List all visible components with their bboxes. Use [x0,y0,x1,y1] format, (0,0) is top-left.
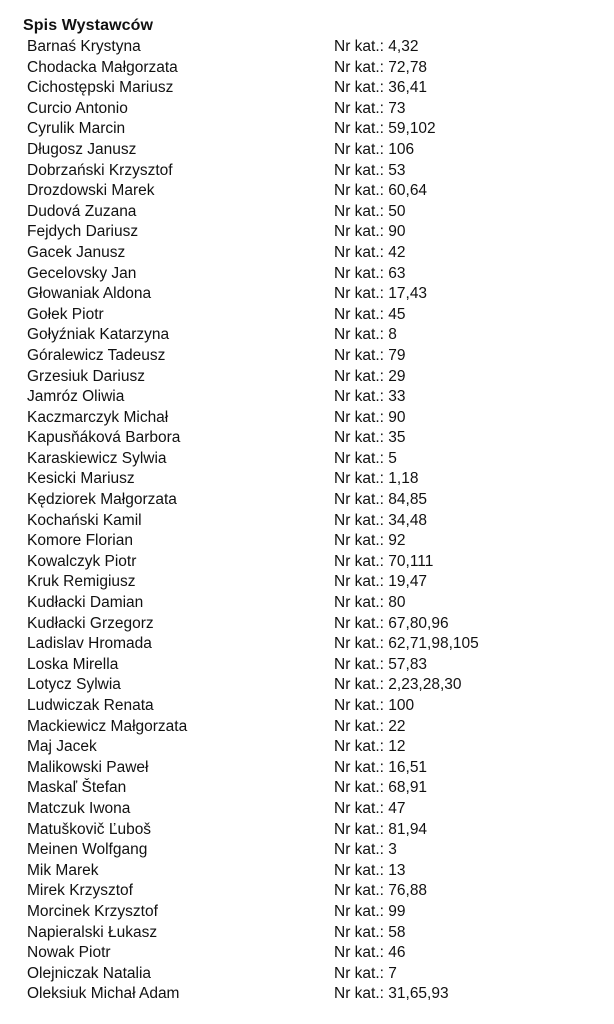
exhibitor-row [0,119,614,140]
catalog-label: Nr kat.: [334,346,384,364]
catalog-values: 2,23,28,30 [388,676,462,694]
catalog-label: Nr kat.: [334,738,384,756]
catalog-values: 31,65,93 [388,985,449,1003]
catalog-number [334,799,614,820]
exhibitor-row [0,469,614,490]
exhibitor-row [0,923,614,944]
exhibitor-row [0,325,614,346]
catalog-number [334,593,614,614]
exhibitor-row [0,861,614,882]
catalog-number [334,840,614,861]
exhibitor-name: Meinen Wolfgang [27,841,148,859]
exhibitor-name: Maskaľ Štefan [27,779,127,797]
exhibitor-name: Kudłacki Damian [27,594,144,612]
exhibitor-name: Matczuk Iwona [27,799,131,817]
catalog-number [334,161,614,182]
exhibitor-row [0,758,614,779]
catalog-number [334,387,614,408]
catalog-label: Nr kat.: [334,38,384,55]
catalog-label: Nr kat.: [334,697,384,714]
catalog-number [334,469,614,490]
exhibitor-row [0,428,614,449]
exhibitor-row [0,696,614,717]
catalog-number [334,717,614,738]
exhibitor-row [0,572,614,593]
exhibitor-name: Kudłacki Grzegorz [27,614,154,632]
catalog-label: Nr kat.: [334,449,384,467]
catalog-values: 34,48 [388,511,428,529]
catalog-number [334,243,614,264]
catalog-values: 4,32 [388,38,419,55]
catalog-label: Nr kat.: [334,285,384,303]
exhibitor-name: Komore Florian [27,532,133,550]
catalog-label: Nr kat.: [334,491,384,509]
catalog-values: 46 [388,944,406,962]
catalog-number [334,181,614,202]
exhibitor-row [0,799,614,820]
catalog-label: Nr kat.: [334,635,384,653]
exhibitor-row [0,408,614,429]
exhibitor-name: Góralewicz Tadeusz [27,346,166,364]
catalog-number [334,943,614,964]
catalog-label: Nr kat.: [334,841,384,859]
exhibitor-row [0,140,614,161]
exhibitor-row [0,943,614,964]
catalog-values: 80 [388,594,406,612]
catalog-number [334,614,614,635]
exhibitor-row [0,449,614,470]
catalog-values: 90 [388,408,406,426]
catalog-values: 60,64 [388,182,428,200]
page-title: Spis Wystawców [23,17,154,34]
exhibitor-row [0,78,614,99]
catalog-label: Nr kat.: [334,944,384,962]
catalog-number [334,572,614,593]
exhibitor-row [0,840,614,861]
catalog-number [334,264,614,285]
exhibitor-name: Barnaś Krystyna [27,38,141,55]
exhibitor-row [0,243,614,264]
catalog-values: 62,71,98,105 [388,635,479,653]
exhibitor-name: Długosz Janusz [27,140,137,158]
exhibitor-row [0,161,614,182]
catalog-values: 53 [388,161,406,179]
exhibitor-row [0,902,614,923]
exhibitor-name: Ladislav Hromada [27,635,152,653]
exhibitor-name: Mackiewicz Małgorzata [27,717,188,735]
exhibitor-name: Grzesiuk Dariusz [27,367,145,385]
exhibitor-name: Mirek Krzysztof [27,882,133,900]
exhibitor-name: Karaskiewicz Sylwia [27,449,167,467]
catalog-label: Nr kat.: [334,820,384,838]
catalog-number [334,428,614,449]
catalog-number [334,902,614,923]
exhibitor-row [0,58,614,79]
catalog-label: Nr kat.: [334,923,384,941]
catalog-values: 7 [388,964,397,982]
catalog-label: Nr kat.: [334,79,384,97]
catalog-label: Nr kat.: [334,408,384,426]
exhibitor-row [0,964,614,985]
catalog-label: Nr kat.: [334,799,384,817]
catalog-values: 33 [388,388,406,406]
catalog-values: 99 [388,902,406,920]
exhibitor-row [0,490,614,511]
catalog-values: 63 [388,264,406,282]
exhibitor-name: Jamróz Oliwia [27,388,125,406]
exhibitor-name: Kędziorek Małgorzata [27,491,177,509]
exhibitor-row [0,634,614,655]
catalog-number [334,325,614,346]
catalog-label: Nr kat.: [334,655,384,673]
catalog-label: Nr kat.: [334,676,384,694]
catalog-number [334,305,614,326]
catalog-number [334,119,614,140]
catalog-label: Nr kat.: [334,182,384,200]
catalog-label: Nr kat.: [334,243,384,261]
catalog-label: Nr kat.: [334,882,384,900]
catalog-values: 19,47 [388,573,428,591]
exhibitor-row [0,346,614,367]
exhibitor-name: Dudová Zuzana [27,202,137,220]
catalog-label: Nr kat.: [334,614,384,632]
exhibitor-row [0,552,614,573]
exhibitor-name: Kruk Remigiusz [27,573,136,591]
catalog-values: 35 [388,429,406,447]
catalog-number [334,202,614,223]
catalog-values: 16,51 [388,758,428,776]
exhibitor-name: Ludwiczak Renata [27,697,154,714]
exhibitor-name: Lotycz Sylwia [27,676,121,694]
exhibitor-row [0,820,614,841]
catalog-number [334,99,614,120]
exhibitor-row [0,675,614,696]
exhibitor-name: Loska Mirella [27,655,119,673]
exhibitor-name: Głowaniak Aldona [27,285,152,303]
exhibitor-name: Gołyźniak Katarzyna [27,326,170,344]
catalog-label: Nr kat.: [334,120,384,138]
catalog-number [334,758,614,779]
exhibitor-name: Mik Marek [27,861,99,879]
catalog-number [334,222,614,243]
catalog-values: 72,78 [388,58,428,76]
catalog-number [334,58,614,79]
exhibitor-name: Kapusňáková Barbora [27,429,181,447]
exhibitor-name: Cichostępski Mariusz [27,79,174,97]
catalog-label: Nr kat.: [334,779,384,797]
catalog-values: 8 [388,326,397,344]
exhibitor-list [0,37,614,1005]
catalog-number [334,964,614,985]
catalog-values: 84,85 [388,491,428,509]
catalog-values: 45 [388,305,406,323]
catalog-values: 68,91 [388,779,428,797]
catalog-values: 42 [388,243,406,261]
catalog-number [334,778,614,799]
catalog-number [334,140,614,161]
exhibitor-row [0,531,614,552]
catalog-label: Nr kat.: [334,388,384,406]
catalog-values: 73 [388,99,406,117]
exhibitor-name: Fejdych Dariusz [27,223,139,241]
catalog-values: 3 [388,841,397,859]
catalog-number [334,408,614,429]
catalog-values: 90 [388,223,406,241]
catalog-label: Nr kat.: [334,902,384,920]
exhibitor-row [0,717,614,738]
exhibitor-name: Oleksiuk Michał Adam [27,985,180,1003]
catalog-number [334,552,614,573]
catalog-label: Nr kat.: [334,264,384,282]
catalog-label: Nr kat.: [334,202,384,220]
exhibitor-name: Matuškovič Ľuboš [27,820,152,838]
exhibitor-row [0,222,614,243]
exhibitor-row [0,37,614,58]
exhibitor-row [0,264,614,285]
catalog-label: Nr kat.: [334,964,384,982]
catalog-values: 36,41 [388,79,428,97]
catalog-label: Nr kat.: [334,161,384,179]
exhibitor-row [0,614,614,635]
catalog-values: 13 [388,861,406,879]
catalog-number [334,881,614,902]
exhibitor-row [0,202,614,223]
catalog-values: 67,80,96 [388,614,449,632]
exhibitor-name: Gecelovsky Jan [27,264,137,282]
catalog-number [334,984,614,1005]
exhibitor-row [0,737,614,758]
catalog-values: 29 [388,367,406,385]
exhibitor-name: Curcio Antonio [27,99,128,117]
exhibitor-row [0,181,614,202]
catalog-label: Nr kat.: [334,99,384,117]
catalog-label: Nr kat.: [334,573,384,591]
exhibitor-name: Malikowski Paweł [27,758,149,776]
catalog-values: 76,88 [388,882,428,900]
catalog-label: Nr kat.: [334,223,384,241]
catalog-number [334,655,614,676]
exhibitor-row [0,367,614,388]
exhibitor-row [0,984,614,1005]
exhibitor-name: Gołek Piotr [27,305,104,323]
catalog-label: Nr kat.: [334,594,384,612]
exhibitor-row [0,593,614,614]
exhibitor-name: Dobrzański Krzysztof [27,161,173,179]
catalog-number [334,37,614,58]
catalog-values: 100 [388,697,415,714]
exhibitor-row [0,305,614,326]
catalog-number [334,696,614,717]
catalog-label: Nr kat.: [334,429,384,447]
catalog-values: 58 [388,923,406,941]
catalog-label: Nr kat.: [334,717,384,735]
exhibitor-row [0,284,614,305]
catalog-label: Nr kat.: [334,532,384,550]
catalog-number [334,367,614,388]
catalog-values: 106 [388,140,415,158]
catalog-label: Nr kat.: [334,326,384,344]
exhibitor-name: Olejniczak Natalia [27,964,152,982]
catalog-label: Nr kat.: [334,140,384,158]
catalog-values: 57,83 [388,655,428,673]
catalog-values: 5 [388,449,397,467]
catalog-values: 17,43 [388,285,428,303]
catalog-label: Nr kat.: [334,305,384,323]
catalog-number [334,820,614,841]
catalog-values: 70,111 [388,552,434,570]
catalog-number [334,531,614,552]
catalog-label: Nr kat.: [334,470,384,488]
catalog-values: 12 [388,738,406,756]
catalog-number [334,490,614,511]
exhibitor-row [0,655,614,676]
catalog-values: 79 [388,346,406,364]
catalog-number [334,346,614,367]
catalog-values: 59,102 [388,120,436,138]
catalog-number [334,737,614,758]
exhibitor-name: Kaczmarczyk Michał [27,408,169,426]
exhibitor-row [0,881,614,902]
catalog-values: 47 [388,799,406,817]
catalog-number [334,634,614,655]
catalog-values: 1,18 [388,470,419,488]
catalog-number [334,923,614,944]
exhibitor-name: Gacek Janusz [27,243,126,261]
exhibitor-name: Maj Jacek [27,738,97,756]
catalog-label: Nr kat.: [334,758,384,776]
catalog-number [334,78,614,99]
catalog-label: Nr kat.: [334,367,384,385]
catalog-number [334,449,614,470]
catalog-number [334,675,614,696]
exhibitor-name: Kochański Kamil [27,511,142,529]
exhibitor-name: Cyrulik Marcin [27,120,126,138]
exhibitor-row [0,778,614,799]
catalog-values: 92 [388,532,406,550]
exhibitor-name: Napieralski Łukasz [27,923,158,941]
catalog-values: 50 [388,202,406,220]
catalog-label: Nr kat.: [334,511,384,529]
exhibitor-name: Chodacka Małgorzata [27,58,178,76]
catalog-values: 22 [388,717,406,735]
exhibitor-name: Kowalczyk Piotr [27,552,137,570]
catalog-label: Nr kat.: [334,985,384,1003]
exhibitor-row [0,99,614,120]
exhibitor-row [0,511,614,532]
catalog-label: Nr kat.: [334,58,384,76]
exhibitor-name: Morcinek Krzysztof [27,902,158,920]
catalog-number [334,861,614,882]
catalog-label: Nr kat.: [334,861,384,879]
catalog-number [334,284,614,305]
catalog-number [334,511,614,532]
exhibitor-name: Nowak Piotr [27,944,111,962]
exhibitor-row [0,387,614,408]
catalog-label: Nr kat.: [334,552,384,570]
exhibitor-name: Kesicki Mariusz [27,470,135,488]
exhibitor-name: Drozdowski Marek [27,182,155,200]
catalog-values: 81,94 [388,820,428,838]
